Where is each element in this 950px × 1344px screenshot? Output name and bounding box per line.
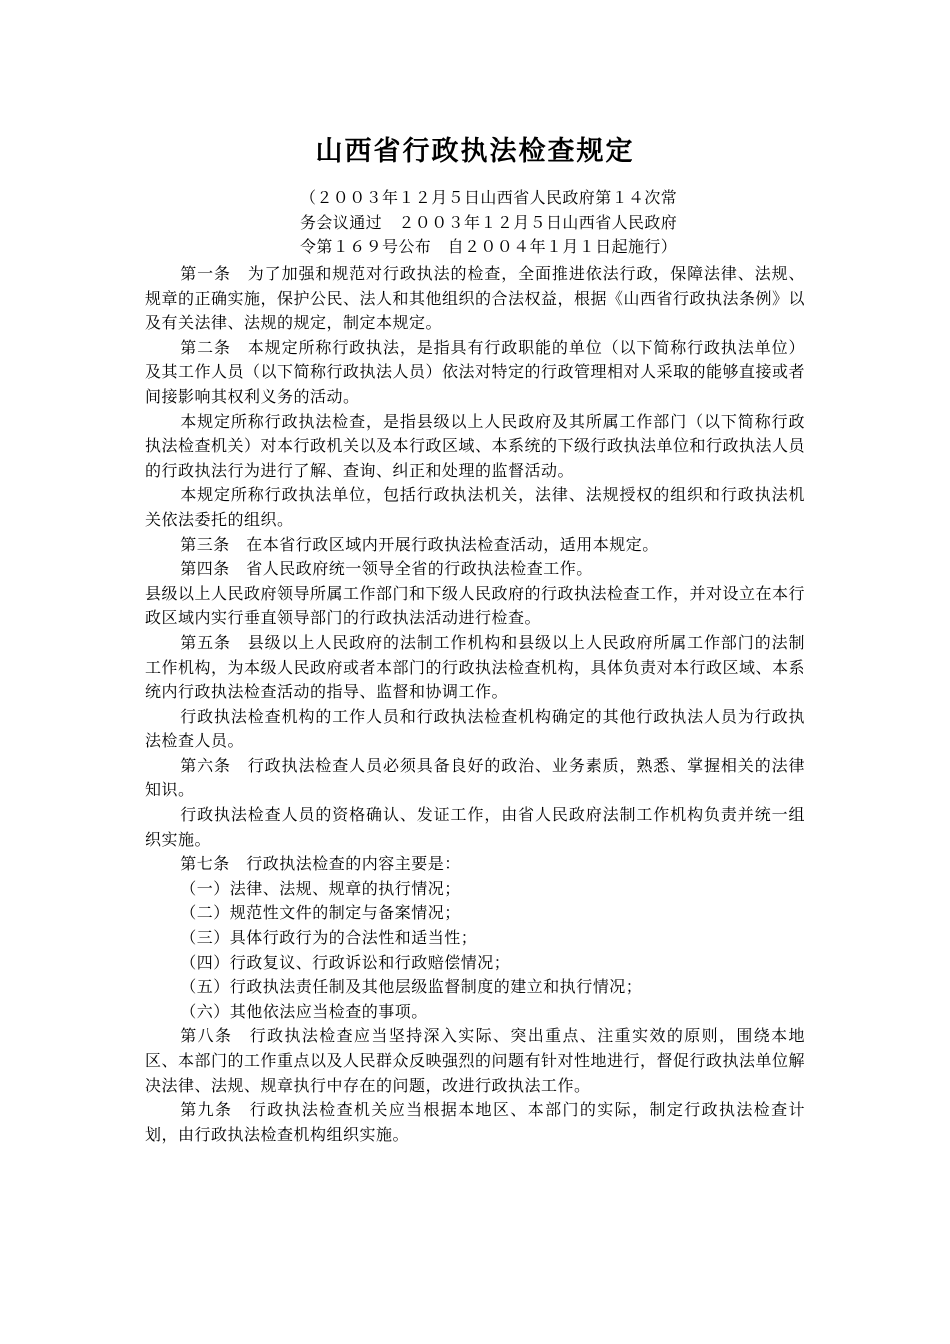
article-7-item: （一）法律、法规、规章的执行情况； — [180, 878, 461, 898]
document-title: 山西省行政执法检查规定 — [315, 136, 635, 167]
article-4: 第四条 省人民政府统一领导全省的行政执法检查工作。 — [180, 559, 593, 579]
article-5-paragraph: 行政执法检查机构的工作人员和行政执法检查机构确定的其他行政执法人员为行政执法检查人员。 — [145, 706, 805, 751]
adoption-info — [300, 186, 770, 260]
article-7-item: （二）规范性文件的制定与备案情况； — [180, 903, 461, 923]
article-7-item: （四）行政复议、行政诉讼和行政赔偿情况； — [180, 952, 511, 972]
article-4-paragraph: 县级以上人民政府领导所属工作部门和下级人民政府的行政执法检查工作，并对设立在本行政区域内实行垂直领导部门的行政执法活动进行检查。 — [145, 583, 806, 628]
article-6-paragraph: 行政执法检查人员的资格确认、发证工作，由省人民政府法制工作机构负责并统一组织实施。 — [145, 805, 805, 849]
document-body — [145, 262, 805, 1147]
article-7-item: （六）其他依法应当检查的事项。 — [180, 1001, 428, 1021]
article-5: 第五条 县级以上人民政府的法制工作机构和县级以上人民政府所属工作部门的法制工作机构，为本级人民政府或者本部门的行政执法检查机构，具体负责对本行政区域、本系统内行政执法检查活动的指导、监督和协调工作。 — [145, 632, 806, 702]
article-9: 第九条 行政执法检查机关应当根据本地区、本部门的实际，制定行政执法检查计划，由行政执法检查机构组织实施。 — [145, 1100, 805, 1144]
article-8: 第八条 行政执法检查应当坚持深入实际、突出重点、注重实效的原则，围绕本地区、本部门的工作重点以及人民群众反映强烈的问题有针对性地进行，督促行政执法单位解决法律、法规、规章执行中存在的问题，改进行政执法工作。 — [145, 1026, 806, 1095]
article-1: 第一条 为了加强和规范对行政执法的检查，全面推进依法行政，保障法律、法规、规章的正确实施，保护公民、法人和其他组织的合法权益，根据《山西省行政执法条例》以及有关法律、法规的规定，制定本规定。 — [145, 264, 806, 333]
adoption-info-line: 务会议通过 ２００３年１２月５日山西省人民政府 — [300, 212, 678, 232]
article-7: 第七条 行政执法检查的内容主要是： — [180, 854, 461, 874]
article-2-paragraph: 本规定所称行政执法检查，是指县级以上人民政府及其所属工作部门（以下简称行政执法检查机关）对本行政机关以及本行政区域、本系统的下级行政执法单位和行政执法人员的行政执法行为进行了解、查询、纠正和处理的监督活动。 — [145, 411, 806, 480]
article-3: 第三条 在本省行政区域内开展行政执法检查活动，适用本规定。 — [180, 534, 659, 554]
adoption-info-line: （２００３年１２月５日山西省人民政府第１４次常 — [300, 188, 678, 207]
article-6: 第六条 行政执法检查人员必须具备良好的政治、业务素质，熟悉、掌握相关的法律知识。 — [145, 755, 805, 800]
adoption-info-line: 令第１６９号公布 自２００４年１月１日起施行） — [300, 237, 678, 257]
article-2-paragraph: 本规定所称行政执法单位，包括行政执法机关，法律、法规授权的组织和行政执法机关依法委托的组织。 — [145, 485, 805, 529]
article-7-item: （三）具体行政行为的合法性和适当性； — [180, 928, 478, 948]
article-7-item: （五）行政执法责任制及其他层级监督制度的建立和执行情况； — [180, 977, 643, 997]
article-2: 第二条 本规定所称行政执法，是指具有行政职能的单位（以下简称行政执法单位）及其工作人员（以下简称行政执法人员）依法对特定的行政管理相对人采取的能够直接或者间接影响其权利义务的活动。 — [145, 337, 806, 406]
